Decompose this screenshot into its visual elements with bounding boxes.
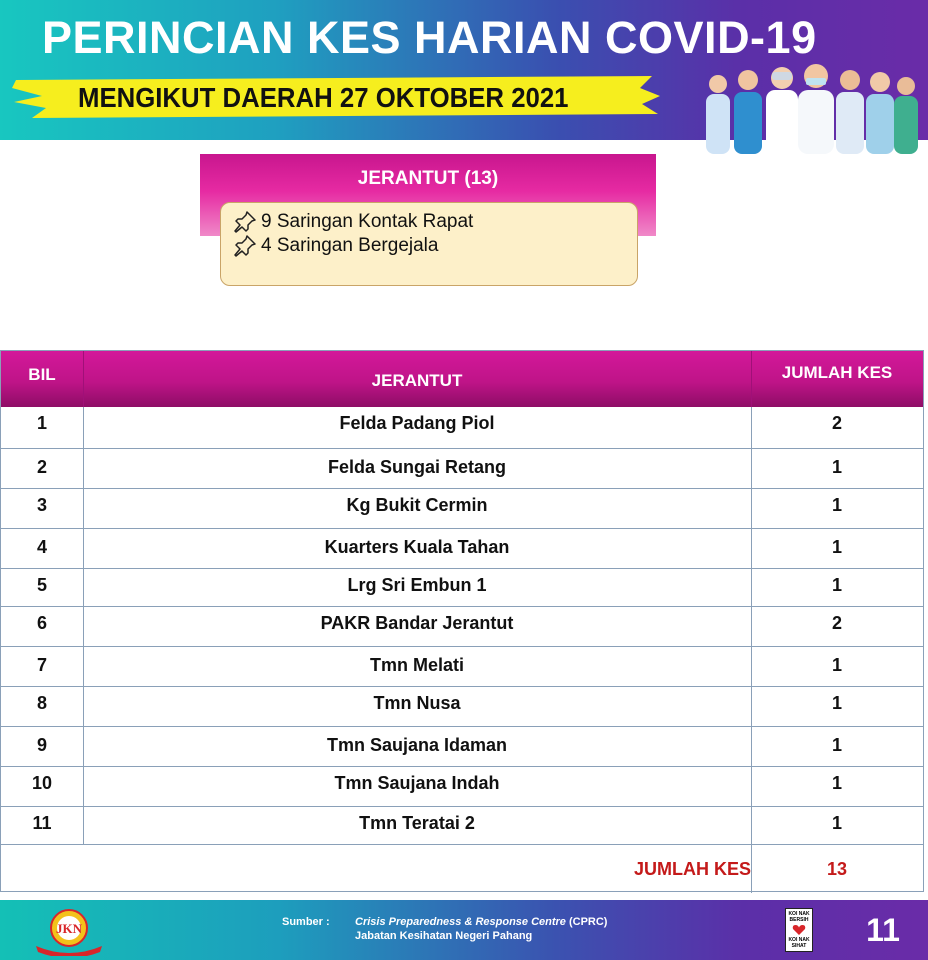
badge-bottom-text: KOI NAK SIHAT <box>788 937 810 949</box>
locality-name: PAKR Bandar Jerantut <box>320 613 514 633</box>
locality-name: Tmn Nusa <box>373 693 461 713</box>
jkn-logo <box>30 906 108 956</box>
locality-name: Felda Sungai Retang <box>327 457 507 477</box>
pushpin-icon <box>233 234 257 258</box>
district-summary-title: JERANTUT (13) <box>357 168 499 189</box>
total-label: JUMLAH KES <box>633 859 751 879</box>
case-count: 1 <box>831 575 842 595</box>
badge-top-text: KOI NAK BERSIH <box>788 911 810 923</box>
summary-item-text: 4 Saringan Bergejala <box>261 235 439 256</box>
locality-name: Tmn Saujana Indah <box>334 773 500 793</box>
table-row <box>1 767 923 807</box>
locality-name: Tmn Melati <box>369 655 464 675</box>
source-organisation <box>355 916 607 928</box>
table-row <box>1 489 923 529</box>
table-row <box>1 727 923 767</box>
locality-name: Tmn Teratai 2 <box>359 813 475 833</box>
source-org-abbr: (CPRC) <box>565 916 608 928</box>
source-label: Sumber : <box>282 916 330 928</box>
table-row <box>1 647 923 687</box>
case-count: 1 <box>831 537 842 557</box>
table-row <box>1 407 923 449</box>
case-count: 1 <box>831 495 842 515</box>
row-number: 11 <box>32 813 52 833</box>
locality-name: Lrg Sri Embun 1 <box>347 575 487 595</box>
row-number: 9 <box>36 735 47 755</box>
table-row <box>1 687 923 727</box>
jkn-logo-text: JKN <box>56 921 82 936</box>
row-number: 7 <box>36 655 47 675</box>
total-value: 13 <box>826 859 848 879</box>
row-number: 6 <box>36 613 47 633</box>
row-number: 5 <box>36 575 47 595</box>
case-count: 2 <box>831 613 842 633</box>
row-number: 10 <box>31 773 53 793</box>
cases-table <box>0 350 924 892</box>
date-banner <box>12 74 662 120</box>
locality-name: Tmn Saujana Idaman <box>326 735 508 755</box>
page-title: PERINCIAN KES HARIAN COVID-19 <box>42 12 817 63</box>
source-org-name: Crisis Preparedness & Response Centre <box>355 916 566 928</box>
column-header-bil: BIL <box>28 365 56 384</box>
case-count: 1 <box>831 693 842 713</box>
header-banner <box>0 0 928 140</box>
page-number: 11 <box>866 912 900 948</box>
summary-item <box>233 210 473 234</box>
column-header-cases: JUMLAH KES <box>781 363 893 382</box>
case-count: 1 <box>831 457 842 477</box>
column-header-locality: JERANTUT <box>371 371 463 390</box>
district-summary-box <box>220 202 638 286</box>
source-department: Jabatan Kesihatan Negeri Pahang <box>355 930 533 942</box>
case-count: 1 <box>831 735 842 755</box>
case-count: 2 <box>831 413 842 433</box>
table-row <box>1 607 923 647</box>
summary-item <box>233 234 438 258</box>
locality-name: Kuarters Kuala Tahan <box>324 537 510 557</box>
heart-icon <box>792 924 806 936</box>
table-row <box>1 449 923 489</box>
healthcare-workers-illustration <box>690 62 922 154</box>
table-row <box>1 529 923 569</box>
row-number: 8 <box>36 693 47 713</box>
case-count: 1 <box>831 813 842 833</box>
page-subtitle: MENGIKUT DAERAH 27 OKTOBER 2021 <box>78 82 569 113</box>
case-count: 1 <box>831 655 842 675</box>
locality-name: Felda Padang Piol <box>339 413 495 433</box>
campaign-badge <box>785 908 813 952</box>
summary-item-text: 9 Saringan Kontak Rapat <box>261 211 474 232</box>
case-count: 1 <box>831 773 842 793</box>
pushpin-icon <box>233 210 257 234</box>
row-number: 1 <box>36 413 47 433</box>
table-row <box>1 807 923 845</box>
row-number: 2 <box>36 457 47 477</box>
locality-name: Kg Bukit Cermin <box>346 495 488 515</box>
row-number: 4 <box>36 537 47 557</box>
row-number: 3 <box>36 495 47 515</box>
table-header <box>1 351 923 407</box>
table-row <box>1 569 923 607</box>
footer-bar <box>0 900 928 960</box>
